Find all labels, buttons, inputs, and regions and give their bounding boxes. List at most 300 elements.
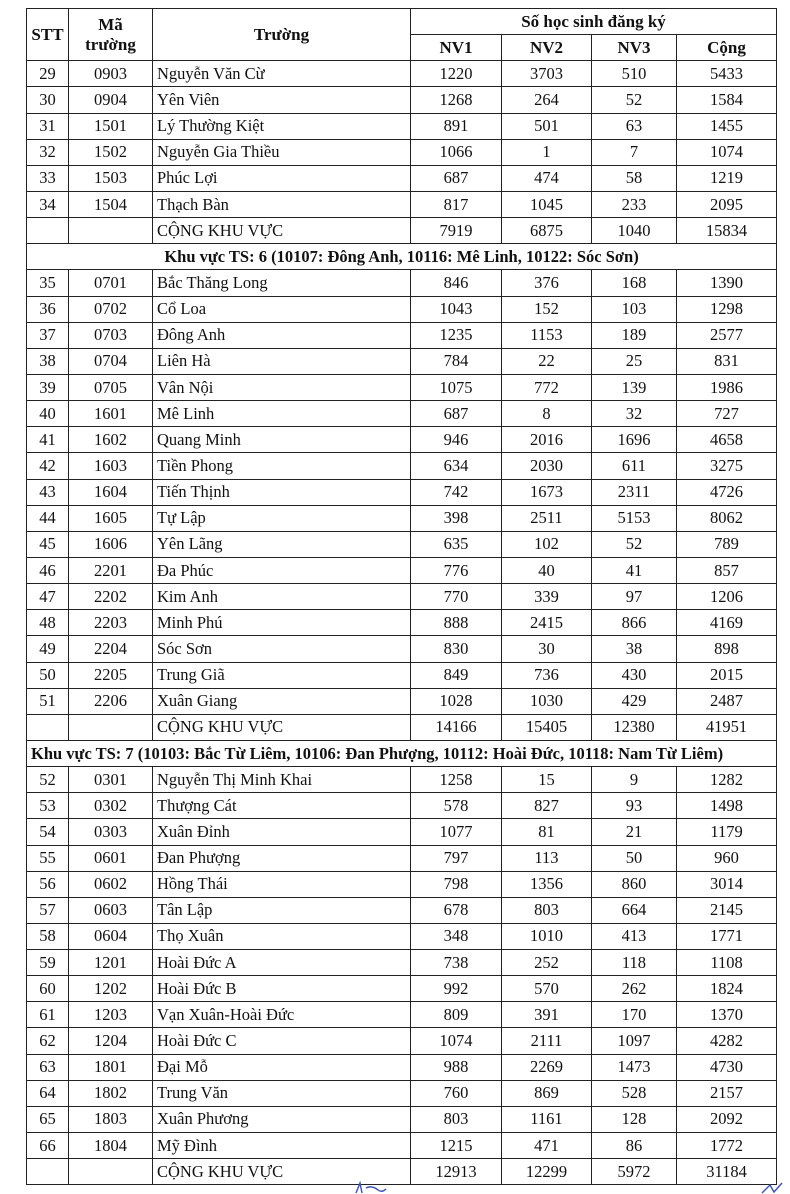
cell-truong: Nguyễn Thị Minh Khai [153,767,411,793]
table-row [27,662,777,688]
header-ma-truong [69,9,153,61]
table-row [27,767,777,793]
cell-truong: Phúc Lợi [153,165,411,191]
table-row [27,976,777,1002]
table-row [27,1080,777,1106]
cell-ma-truong: 1603 [69,453,153,479]
cell-stt: 59 [27,950,69,976]
cell-cong: 4282 [677,1028,777,1054]
cell-ma-truong: 0301 [69,767,153,793]
table-row [27,557,777,583]
cell-stt: 33 [27,165,69,191]
table-row [27,610,777,636]
cell-truong: Lý Thường Kiệt [153,113,411,139]
cell-stt: 56 [27,871,69,897]
cell-stt: 54 [27,819,69,845]
table-row [27,1133,777,1159]
cell-nv1: 1075 [411,374,502,400]
cell-ma-truong: 0604 [69,923,153,949]
cell-ma-truong: 1204 [69,1028,153,1054]
cell-nv3: 429 [592,688,677,714]
cell-cong: 4730 [677,1054,777,1080]
cell-stt: 57 [27,897,69,923]
cell-nv2: 803 [502,897,592,923]
cell-nv2: 2030 [502,453,592,479]
cell-nv2: 1161 [502,1106,592,1132]
cell-nv1: 1268 [411,87,502,113]
total-cong: 15834 [677,218,777,244]
section-title: Khu vực TS: 7 (10103: Bắc Từ Liêm, 10106: Đan Phượng, 10112: Hoài Đức, 10118: Nam Từ Liêm) [27,740,777,766]
cell-cong: 2015 [677,662,777,688]
table-row [27,427,777,453]
cell-empty [27,218,69,244]
cell-nv3: 168 [592,270,677,296]
cell-nv2: 264 [502,87,592,113]
cell-nv1: 635 [411,531,502,557]
table-row [27,505,777,531]
cell-ma-truong: 1501 [69,113,153,139]
cell-truong: Quang Minh [153,427,411,453]
cell-stt: 31 [27,113,69,139]
cell-truong: Vân Nội [153,374,411,400]
cell-truong: Xuân Đỉnh [153,819,411,845]
cell-ma-truong: 0705 [69,374,153,400]
cell-nv3: 510 [592,61,677,87]
cell-nv1: 678 [411,897,502,923]
cell-nv2: 15 [502,767,592,793]
cell-stt: 47 [27,584,69,610]
section-title: Khu vực TS: 6 (10107: Đông Anh, 10116: Mê Linh, 10122: Sóc Sơn) [27,244,777,270]
cell-nv2: 2016 [502,427,592,453]
table-row [27,1054,777,1080]
table-row [27,1028,777,1054]
cell-truong: Đa Phúc [153,557,411,583]
cell-empty [69,1159,153,1185]
cell-nv2: 1 [502,139,592,165]
cell-nv1: 634 [411,453,502,479]
cell-truong: Tân Lập [153,897,411,923]
total-nv2: 12299 [502,1159,592,1185]
cell-nv2: 1030 [502,688,592,714]
cell-nv3: 611 [592,453,677,479]
cell-truong: Liên Hà [153,348,411,374]
cell-nv3: 1097 [592,1028,677,1054]
cell-cong: 2092 [677,1106,777,1132]
cell-nv1: 687 [411,165,502,191]
cell-truong: Yên Lãng [153,531,411,557]
cell-nv2: 2511 [502,505,592,531]
cell-nv1: 1235 [411,322,502,348]
table-row [27,819,777,845]
header-cong: Cộng [677,35,777,61]
cell-cong: 898 [677,636,777,662]
cell-nv3: 52 [592,87,677,113]
cell-stt: 41 [27,427,69,453]
cell-nv3: 86 [592,1133,677,1159]
cell-truong: Kim Anh [153,584,411,610]
cell-ma-truong: 1802 [69,1080,153,1106]
cell-nv3: 664 [592,897,677,923]
cell-cong: 2095 [677,191,777,217]
table-row [27,322,777,348]
table-row [27,584,777,610]
total-nv1: 12913 [411,1159,502,1185]
cell-truong: Nguyễn Gia Thiều [153,139,411,165]
cell-truong: Thượng Cát [153,793,411,819]
cell-truong: Hoài Đức B [153,976,411,1002]
cell-nv3: 21 [592,819,677,845]
cell-nv2: 81 [502,819,592,845]
cell-cong: 1771 [677,923,777,949]
cell-stt: 36 [27,296,69,322]
cell-nv1: 784 [411,348,502,374]
cell-nv1: 1028 [411,688,502,714]
header-ma-truong-line2: trường [85,34,136,54]
cell-nv2: 827 [502,793,592,819]
cell-nv2: 113 [502,845,592,871]
cell-ma-truong: 2205 [69,662,153,688]
cell-nv2: 102 [502,531,592,557]
cell-nv1: 742 [411,479,502,505]
cell-cong: 1179 [677,819,777,845]
cell-nv1: 797 [411,845,502,871]
table-row [27,165,777,191]
cell-truong: Bắc Thăng Long [153,270,411,296]
table-row [27,479,777,505]
cell-nv3: 38 [592,636,677,662]
cell-ma-truong: 0903 [69,61,153,87]
table-row [27,950,777,976]
cell-nv3: 1696 [592,427,677,453]
cell-cong: 1298 [677,296,777,322]
cell-nv3: 118 [592,950,677,976]
cell-stt: 44 [27,505,69,531]
total-row [27,714,777,740]
cell-truong: Yên Viên [153,87,411,113]
cell-nv2: 570 [502,976,592,1002]
cell-nv2: 22 [502,348,592,374]
cell-nv3: 430 [592,662,677,688]
cell-nv1: 798 [411,871,502,897]
cell-nv2: 2111 [502,1028,592,1054]
cell-ma-truong: 1503 [69,165,153,191]
cell-stt: 48 [27,610,69,636]
table-body [27,61,777,1185]
cell-nv3: 7 [592,139,677,165]
cell-ma-truong: 2204 [69,636,153,662]
cell-stt: 52 [27,767,69,793]
cell-cong: 1584 [677,87,777,113]
cell-nv1: 1077 [411,819,502,845]
cell-nv3: 189 [592,322,677,348]
cell-truong: Đan Phượng [153,845,411,871]
cell-cong: 2577 [677,322,777,348]
cell-nv1: 776 [411,557,502,583]
cell-empty [27,1159,69,1185]
cell-cong: 4726 [677,479,777,505]
cell-nv1: 846 [411,270,502,296]
cell-nv1: 578 [411,793,502,819]
cell-cong: 857 [677,557,777,583]
cell-truong: Đông Anh [153,322,411,348]
cell-empty [27,714,69,740]
cell-nv1: 891 [411,113,502,139]
table-row [27,793,777,819]
cell-cong: 1219 [677,165,777,191]
cell-nv3: 528 [592,1080,677,1106]
cell-stt: 39 [27,374,69,400]
cell-stt: 62 [27,1028,69,1054]
cell-nv3: 103 [592,296,677,322]
cell-truong: Xuân Phương [153,1106,411,1132]
section-header-row [27,244,777,270]
cell-ma-truong: 2203 [69,610,153,636]
table-row [27,845,777,871]
cell-cong: 960 [677,845,777,871]
table-row [27,923,777,949]
cell-cong: 1108 [677,950,777,976]
cell-ma-truong: 1502 [69,139,153,165]
table-row [27,348,777,374]
table-row [27,401,777,427]
cell-nv2: 1153 [502,322,592,348]
cell-cong: 1986 [677,374,777,400]
cell-nv1: 348 [411,923,502,949]
cell-ma-truong: 1601 [69,401,153,427]
cell-nv3: 866 [592,610,677,636]
cell-nv3: 52 [592,531,677,557]
cell-stt: 40 [27,401,69,427]
cell-nv3: 9 [592,767,677,793]
cell-ma-truong: 0703 [69,322,153,348]
cell-cong: 3014 [677,871,777,897]
header-nv2: NV2 [502,35,592,61]
cell-nv3: 50 [592,845,677,871]
cell-cong: 1206 [677,584,777,610]
cell-ma-truong: 2202 [69,584,153,610]
header-stt: STT [27,9,69,61]
cell-cong: 727 [677,401,777,427]
cell-nv2: 8 [502,401,592,427]
cell-nv3: 41 [592,557,677,583]
cell-cong: 5433 [677,61,777,87]
cell-nv2: 474 [502,165,592,191]
cell-cong: 1370 [677,1002,777,1028]
cell-ma-truong: 0602 [69,871,153,897]
cell-nv1: 809 [411,1002,502,1028]
cell-ma-truong: 1801 [69,1054,153,1080]
cell-nv2: 772 [502,374,592,400]
cell-nv2: 30 [502,636,592,662]
total-nv3: 1040 [592,218,677,244]
cell-nv2: 2415 [502,610,592,636]
cell-cong: 831 [677,348,777,374]
cell-nv1: 1043 [411,296,502,322]
cell-cong: 8062 [677,505,777,531]
cell-nv1: 760 [411,1080,502,1106]
cell-ma-truong: 1804 [69,1133,153,1159]
cell-truong: Cổ Loa [153,296,411,322]
cell-stt: 58 [27,923,69,949]
cell-nv1: 1066 [411,139,502,165]
cell-stt: 53 [27,793,69,819]
registration-table [26,8,777,1185]
table-row [27,270,777,296]
total-cong: 31184 [677,1159,777,1185]
cell-stt: 29 [27,61,69,87]
cell-cong: 1772 [677,1133,777,1159]
total-nv3: 5972 [592,1159,677,1185]
cell-cong: 1455 [677,113,777,139]
cell-truong: Hoài Đức A [153,950,411,976]
cell-nv3: 128 [592,1106,677,1132]
table-row [27,61,777,87]
cell-nv3: 860 [592,871,677,897]
table-row [27,113,777,139]
total-label: CỘNG KHU VỰC [153,218,411,244]
cell-cong: 3275 [677,453,777,479]
cell-nv1: 888 [411,610,502,636]
cell-ma-truong: 2201 [69,557,153,583]
cell-stt: 43 [27,479,69,505]
cell-truong: Nguyễn Văn Cừ [153,61,411,87]
cell-stt: 63 [27,1054,69,1080]
cell-ma-truong: 1604 [69,479,153,505]
total-label: CỘNG KHU VỰC [153,714,411,740]
cell-nv1: 770 [411,584,502,610]
cell-stt: 64 [27,1080,69,1106]
total-nv1: 14166 [411,714,502,740]
cell-nv1: 830 [411,636,502,662]
cell-truong: Minh Phú [153,610,411,636]
cell-ma-truong: 0702 [69,296,153,322]
cell-truong: Tiền Phong [153,453,411,479]
cell-nv1: 398 [411,505,502,531]
total-label: CỘNG KHU VỰC [153,1159,411,1185]
table-row [27,1002,777,1028]
cell-truong: Đại Mỗ [153,1054,411,1080]
cell-truong: Tiến Thịnh [153,479,411,505]
cell-truong: Mỹ Đình [153,1133,411,1159]
cell-nv2: 376 [502,270,592,296]
total-nv1: 7919 [411,218,502,244]
cell-nv3: 93 [592,793,677,819]
cell-ma-truong: 1606 [69,531,153,557]
cell-truong: Trung Văn [153,1080,411,1106]
cell-stt: 45 [27,531,69,557]
cell-truong: Mê Linh [153,401,411,427]
cell-ma-truong: 0603 [69,897,153,923]
cell-nv3: 25 [592,348,677,374]
cell-ma-truong: 1605 [69,505,153,531]
cell-nv3: 97 [592,584,677,610]
cell-nv3: 1473 [592,1054,677,1080]
cell-stt: 37 [27,322,69,348]
table-row [27,897,777,923]
total-nv3: 12380 [592,714,677,740]
cell-nv3: 233 [592,191,677,217]
cell-ma-truong: 1202 [69,976,153,1002]
header-row [27,9,777,35]
cell-nv2: 40 [502,557,592,583]
cell-nv2: 1045 [502,191,592,217]
cell-cong: 2157 [677,1080,777,1106]
cell-nv2: 501 [502,113,592,139]
cell-stt: 49 [27,636,69,662]
cell-stt: 46 [27,557,69,583]
table-row [27,139,777,165]
cell-stt: 61 [27,1002,69,1028]
total-nv2: 15405 [502,714,592,740]
cell-ma-truong: 1201 [69,950,153,976]
cell-nv2: 3703 [502,61,592,87]
cell-cong: 2487 [677,688,777,714]
table-row [27,453,777,479]
table-row [27,191,777,217]
cell-ma-truong: 0704 [69,348,153,374]
cell-nv2: 391 [502,1002,592,1028]
cell-nv1: 946 [411,427,502,453]
cell-truong: Thạch Bàn [153,191,411,217]
cell-cong: 1824 [677,976,777,1002]
cell-nv1: 992 [411,976,502,1002]
cell-ma-truong: 2206 [69,688,153,714]
cell-nv2: 471 [502,1133,592,1159]
cell-truong: Xuân Giang [153,688,411,714]
cell-ma-truong: 1203 [69,1002,153,1028]
cell-cong: 1282 [677,767,777,793]
cell-ma-truong: 1504 [69,191,153,217]
total-row [27,218,777,244]
table-row [27,636,777,662]
cell-nv1: 988 [411,1054,502,1080]
cell-stt: 51 [27,688,69,714]
cell-stt: 50 [27,662,69,688]
cell-stt: 30 [27,87,69,113]
cell-nv2: 1673 [502,479,592,505]
cell-truong: Hồng Thái [153,871,411,897]
cell-nv3: 63 [592,113,677,139]
cell-cong: 789 [677,531,777,557]
cell-cong: 4658 [677,427,777,453]
header-ma-truong-line1: Mã [98,14,123,34]
table-row [27,531,777,557]
cell-nv2: 736 [502,662,592,688]
table-row [27,1106,777,1132]
signature-mark-right [760,1181,788,1194]
cell-cong: 1074 [677,139,777,165]
section-header-row [27,740,777,766]
cell-ma-truong: 0904 [69,87,153,113]
cell-truong: Thọ Xuân [153,923,411,949]
cell-stt: 66 [27,1133,69,1159]
cell-nv2: 1010 [502,923,592,949]
cell-truong: Tự Lập [153,505,411,531]
cell-truong: Vạn Xuân-Hoài Đức [153,1002,411,1028]
cell-stt: 65 [27,1106,69,1132]
cell-ma-truong: 0303 [69,819,153,845]
total-nv2: 6875 [502,218,592,244]
cell-truong: Sóc Sơn [153,636,411,662]
cell-nv1: 803 [411,1106,502,1132]
cell-nv3: 2311 [592,479,677,505]
cell-stt: 38 [27,348,69,374]
cell-empty [69,714,153,740]
cell-nv2: 252 [502,950,592,976]
cell-nv3: 5153 [592,505,677,531]
cell-nv2: 152 [502,296,592,322]
cell-cong: 1390 [677,270,777,296]
